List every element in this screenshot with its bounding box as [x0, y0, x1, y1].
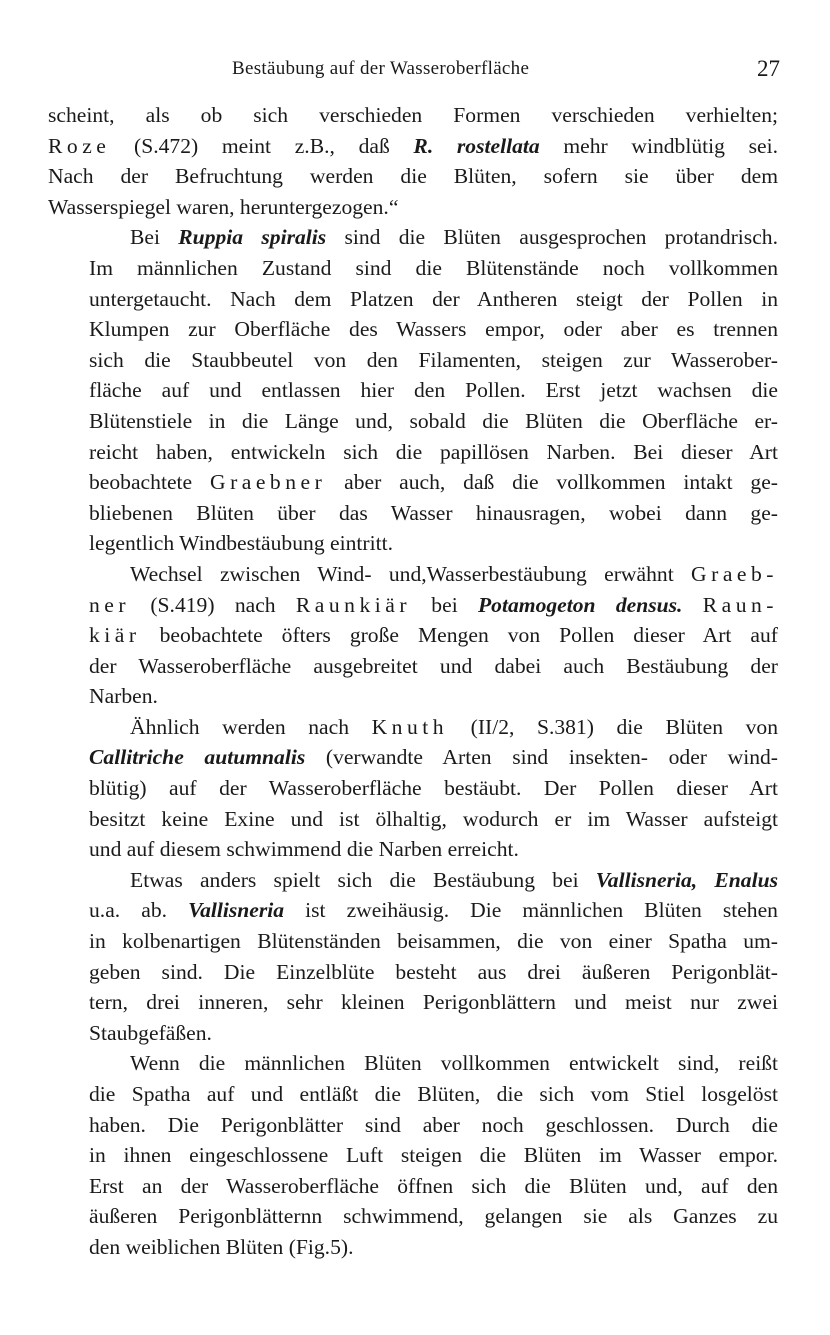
text-line — [48, 406, 778, 437]
text-run: Klumpen zur Oberfläche des Wassers empor, oder aber es trennen — [89, 317, 778, 342]
text-run: Ähnlich werden nach — [130, 714, 372, 739]
text-run: geben sind. Die Einzelblüte besteht aus drei äußeren Perigonblät- — [89, 959, 778, 984]
text-line — [48, 1018, 778, 1049]
italic-term: R. rostellata — [413, 133, 540, 158]
text-line — [48, 804, 778, 835]
author-name: kiär — [89, 623, 141, 648]
text-line — [48, 620, 778, 651]
text-run: Bei — [130, 225, 179, 250]
text-run: u.a. ab. — [89, 898, 189, 923]
text-run: (verwandte Arten sind insekten- oder wind- — [305, 745, 778, 770]
text-line — [48, 131, 778, 162]
italic-term: Vallisneria, Enalus — [595, 867, 778, 892]
author-name: Graebner — [209, 470, 327, 495]
text-run: Nach der Befruchtung werden die Blüten, sofern sie über dem — [48, 164, 778, 189]
text-line — [48, 314, 778, 345]
text-line — [48, 253, 778, 284]
text-run: den weiblichen Blüten (Fig.5). — [89, 1234, 354, 1259]
text-line — [48, 1232, 778, 1263]
text-line — [48, 284, 778, 315]
body-text — [48, 100, 778, 1263]
text-line — [48, 926, 778, 957]
text-line — [48, 1140, 778, 1171]
italic-term: Potamogeton densus. — [477, 592, 683, 617]
text-run: legentlich Windbestäubung eintritt. — [89, 531, 393, 556]
text-run: Erst an der Wasseroberfläche öffnen sich die Blüten und, auf den — [89, 1173, 778, 1198]
text-line — [48, 498, 778, 529]
text-run: Wechsel zwischen Wind- und,Wasserbestäubung erwähnt — [130, 561, 692, 586]
italic-term: Ruppia spiralis — [178, 225, 327, 250]
paragraph — [48, 559, 778, 712]
author-name: ner — [89, 592, 131, 617]
text-run: beobachtete — [89, 470, 210, 495]
text-line — [48, 865, 778, 896]
text-line — [48, 345, 778, 376]
author-name: Graeb- — [691, 561, 778, 586]
text-run: Staubgefäßen. — [89, 1020, 212, 1045]
text-run: (S.419) nach — [130, 592, 296, 617]
text-line — [48, 528, 778, 559]
text-line — [48, 222, 778, 253]
page-header — [0, 58, 830, 88]
author-name: Raun- — [702, 592, 778, 617]
author-name: Raunkiär — [295, 592, 412, 617]
text-line — [48, 161, 778, 192]
text-run: reicht haben, entwickeln sich die papillösen Narben. Bei dieser Art — [89, 439, 778, 464]
text-line — [48, 1201, 778, 1232]
text-line — [48, 834, 778, 865]
author-name: Knuth — [371, 714, 449, 739]
text-run: ist zweihäusig. Die männlichen Blüten stehen — [284, 898, 778, 923]
text-run: beobachtete öfters große Mengen von Pollen dieser Art auf — [140, 623, 778, 648]
page-number: 27 — [757, 56, 780, 81]
text-run: bei — [411, 592, 478, 617]
text-line — [48, 100, 778, 131]
text-run: mehr windblütig sei. — [539, 133, 778, 158]
text-line — [48, 437, 778, 468]
paragraph — [48, 1048, 778, 1262]
text-run: untergetaucht. Nach dem Platzen der Antheren steigt der Pollen in — [89, 286, 778, 311]
text-line — [48, 1079, 778, 1110]
text-line — [48, 651, 778, 682]
text-run: der Wasseroberfläche ausgebreitet und dabei auch Bestäubung der — [89, 653, 778, 678]
text-run: äußeren Perigonblätternn schwimmend, gelangen sie als Ganzes zu — [89, 1204, 778, 1229]
text-line — [48, 895, 778, 926]
text-run: Narben. — [89, 684, 158, 709]
text-run: (S.472) meint z.B., daß — [110, 133, 414, 158]
text-run: (II/2, S.381) die Blüten von — [448, 714, 778, 739]
text-line — [48, 467, 778, 498]
text-line — [48, 375, 778, 406]
text-line — [48, 773, 778, 804]
text-run: und auf diesem schwimmend die Narben erreicht. — [89, 837, 519, 862]
text-line — [48, 1110, 778, 1141]
paragraph — [48, 222, 778, 559]
running-title: Bestäubung auf der Wasseroberfläche — [232, 58, 530, 79]
text-run: Etwas anders spielt sich die Bestäubung bei — [130, 867, 596, 892]
text-run: Blütenstiele in die Länge und, sobald die Blüten die Oberfläche er- — [89, 408, 778, 433]
author-name: Roze — [48, 133, 111, 158]
paragraph — [48, 100, 778, 222]
italic-term: Vallisneria — [188, 898, 285, 923]
text-run — [682, 593, 702, 617]
text-run: sich die Staubbeutel von den Filamenten, steigen zur Wasserober- — [89, 347, 778, 372]
text-line — [48, 590, 778, 621]
text-line — [48, 1171, 778, 1202]
text-line — [48, 712, 778, 743]
text-line — [48, 987, 778, 1018]
text-run: bliebenen Blüten über das Wasser hinausragen, wobei dann ge- — [89, 500, 778, 525]
text-line — [48, 742, 778, 773]
text-run: in ihnen eingeschlossene Luft steigen die Blüten im Wasser empor. — [89, 1143, 778, 1168]
paragraph — [48, 865, 778, 1049]
text-line — [48, 957, 778, 988]
text-run: besitzt keine Exine und ist ölhaltig, wodurch er im Wasser aufsteigt — [89, 806, 778, 831]
text-run: sind die Blüten ausgesprochen protandrisch. — [326, 225, 778, 250]
text-line — [48, 1048, 778, 1079]
text-run: tern, drei inneren, sehr kleinen Perigonblättern und meist nur zwei — [89, 990, 778, 1015]
text-run: scheint, als ob sich verschieden Formen verschieden verhielten; — [48, 103, 778, 127]
text-run: die Spatha auf und entläßt die Blüten, die sich vom Stiel losgelöst — [89, 1082, 778, 1106]
text-line — [48, 559, 778, 590]
text-run: fläche auf und entlassen hier den Pollen. Erst jetzt wachsen die — [89, 378, 778, 403]
text-run: Im männlichen Zustand sind die Blütenstände noch vollkommen — [89, 255, 778, 280]
text-run: blütig) auf der Wasseroberfläche bestäubt. Der Pollen dieser Art — [89, 776, 778, 801]
text-run: Wasserspiegel waren, heruntergezogen.“ — [48, 194, 399, 219]
text-run: Wenn die männlichen Blüten vollkommen entwickelt sind, reißt — [130, 1051, 778, 1076]
text-run: aber auch, daß die vollkommen intakt ge- — [326, 470, 779, 495]
text-run: haben. Die Perigonblätter sind aber noch geschlossen. Durch die — [89, 1112, 778, 1137]
text-line — [48, 681, 778, 712]
italic-term: Callitriche autumnalis — [89, 745, 306, 770]
text-line — [48, 192, 778, 223]
text-run: in kolbenartigen Blütenständen beisammen, die von einer Spatha um- — [89, 929, 778, 954]
paragraph — [48, 712, 778, 865]
